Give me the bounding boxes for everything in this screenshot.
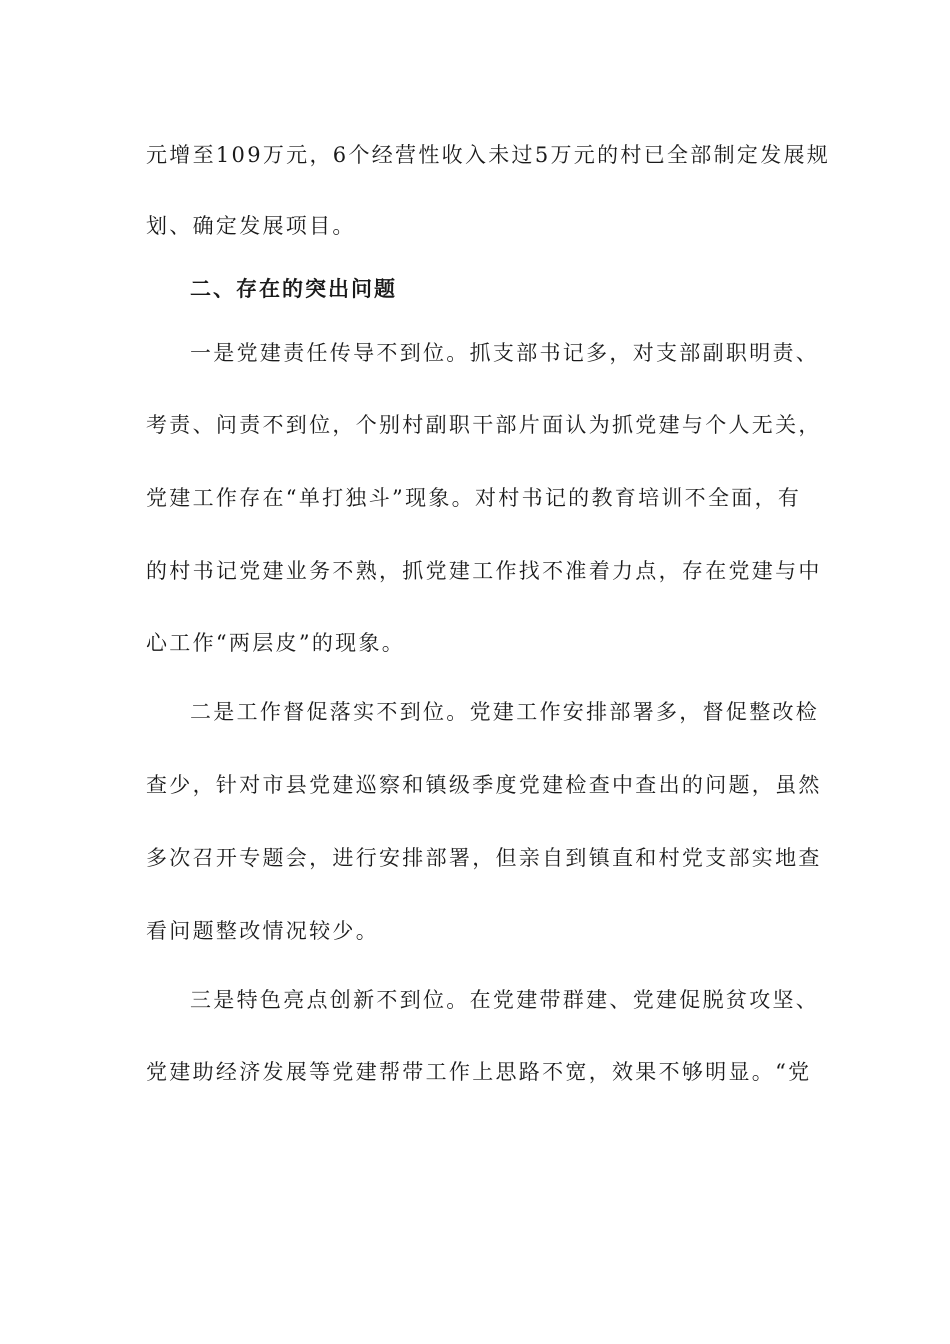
paragraph-line: 划、确定发展项目。: [146, 214, 356, 238]
paragraph-line: 多次召开专题会，进行安排部署，但亲自到镇直和村党支部实地查: [146, 846, 822, 870]
paragraph-line: 查少，针对市县党建巡察和镇级季度党建检查中查出的问题，虽然: [146, 773, 822, 797]
paragraph-line: 党建助经济发展等党建帮带工作上思路不宽，效果不够明显。“党: [146, 1060, 812, 1084]
paragraph-line: 三是特色亮点创新不到位。在党建带群建、党建促脱贫攻坚、: [190, 988, 820, 1012]
paragraph-line: 元增至109万元，6个经营性收入未过5万元的村已全部制定发展规: [146, 143, 831, 167]
paragraph-line: 看问题整改情况较少。: [146, 919, 379, 943]
paragraph-line: 党建工作存在“单打独斗”现象。对村书记的教育培训不全面，有: [146, 486, 802, 510]
paragraph-line: 的村书记党建业务不熟，抓党建工作找不准着力点，存在党建与中: [146, 559, 822, 583]
section-heading: 二、存在的突出问题: [190, 277, 397, 301]
paragraph-line: 考责、问责不到位，个别村副职干部片面认为抓党建与个人无关，: [146, 413, 822, 437]
paragraph-line: 二是工作督促落实不到位。党建工作安排部署多，督促整改检: [190, 700, 820, 724]
paragraph-line: 一是党建责任传导不到位。抓支部书记多，对支部副职明责、: [190, 341, 820, 365]
paragraph-line: 心工作“两层皮”的现象。: [146, 631, 406, 655]
